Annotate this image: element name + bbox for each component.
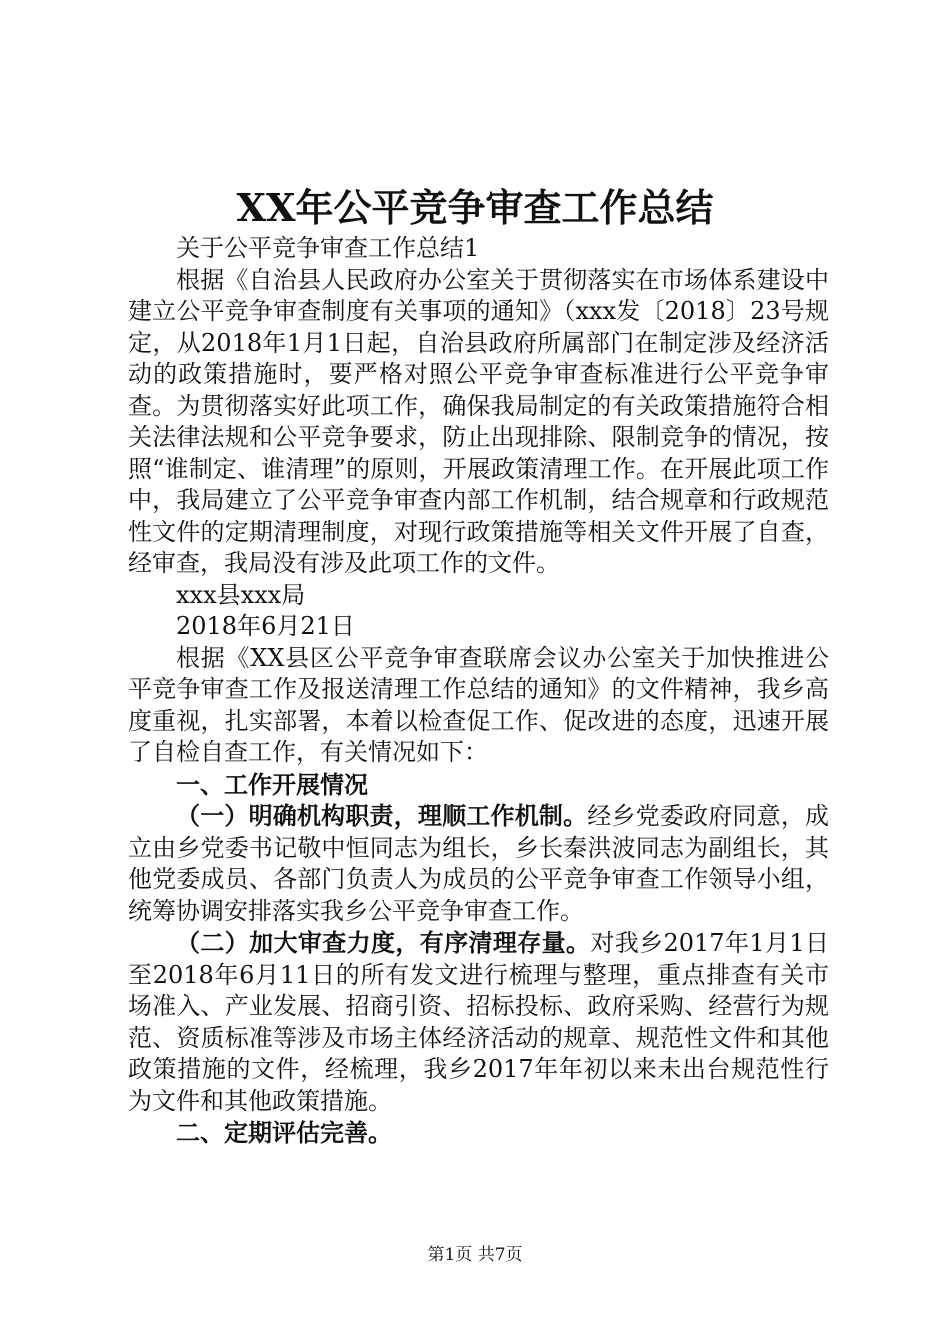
signature-date: 2018年6月21日: [176, 612, 355, 640]
body-paragraph: 根据《自治县人民政府办公室关于贯彻落实在市场体系建设中建立公平竞争审查制度有关事项的通知》（xxx发〔2018〕23号规定，从2018年1月1日起，自治县政府所属部门在制定涉及经济活动的政策措施时，要严格对照公平竞争审查标准进行公平竞争审查。为贯彻落实好此项工作，确保我局制定的有关政策措施符合相关法律法规和公平竞争要求，防止出现排除、限制竞争的情况，按照“谁制定、谁清理”的原则，开展政策清理工作。在开展此项工作中，我局建立了公平竞争审查内部工作机制，结合规章和行政规范性文件的定期清理制度，对现行政策措施等相关文件开展了自查，经审查，我局没有涉及此项工作的文件。: [128, 265, 829, 577]
document-body: [128, 233, 829, 1149]
numbered-item: [128, 927, 829, 1117]
subtitle-paragraph: 关于公平竞争审查工作总结1: [176, 234, 480, 262]
item-heading: （一）明确机构职责，理顺工作机制。: [176, 801, 588, 830]
section-heading: 一、工作开展情况: [176, 769, 368, 799]
page-number: 第1页 共7页: [427, 1245, 523, 1265]
section-heading: 二、定期评估完善。: [176, 1118, 392, 1147]
body-paragraph: 根据《XX县区公平竞争审查联席会议办公室关于加快推进公平竞争审查工作及报送清理工作总结的通知》的文件精神，我乡高度重视，扎实部署，本着以检查促工作、促改进的态度，迅速开展了自检自查工作，有关情况如下：: [128, 643, 829, 766]
item-heading: （二）加大审查力度，有序清理存量。: [176, 928, 591, 957]
numbered-item: [128, 800, 829, 927]
item-text: 对我乡2017年1月1日至2018年6月11日的所有发文进行梳理与整理，重点排查有关市场准入、产业发展、招商引资、招标投标、政府采购、经营行为规范、资质标准等涉及市场主体经济活动的规章、规范性文件和其他政策措施的文件，经梳理，我乡2017年年初以来未出台规范性行为文件和其他政策措施。: [128, 929, 829, 1115]
item-text: 经乡党委政府同意，成立由乡党委书记敬中恒同志为组长，乡长秦洪波同志为副组长，其他党委成员、各部门负责人为成员的公平竞争审查工作领导小组，统筹协调安排落实我乡公平竞争审查工作。: [128, 802, 830, 925]
document-title: XX年公平竞争审查工作总结: [236, 185, 714, 230]
signature-organization: xxx县xxx局: [176, 580, 306, 609]
